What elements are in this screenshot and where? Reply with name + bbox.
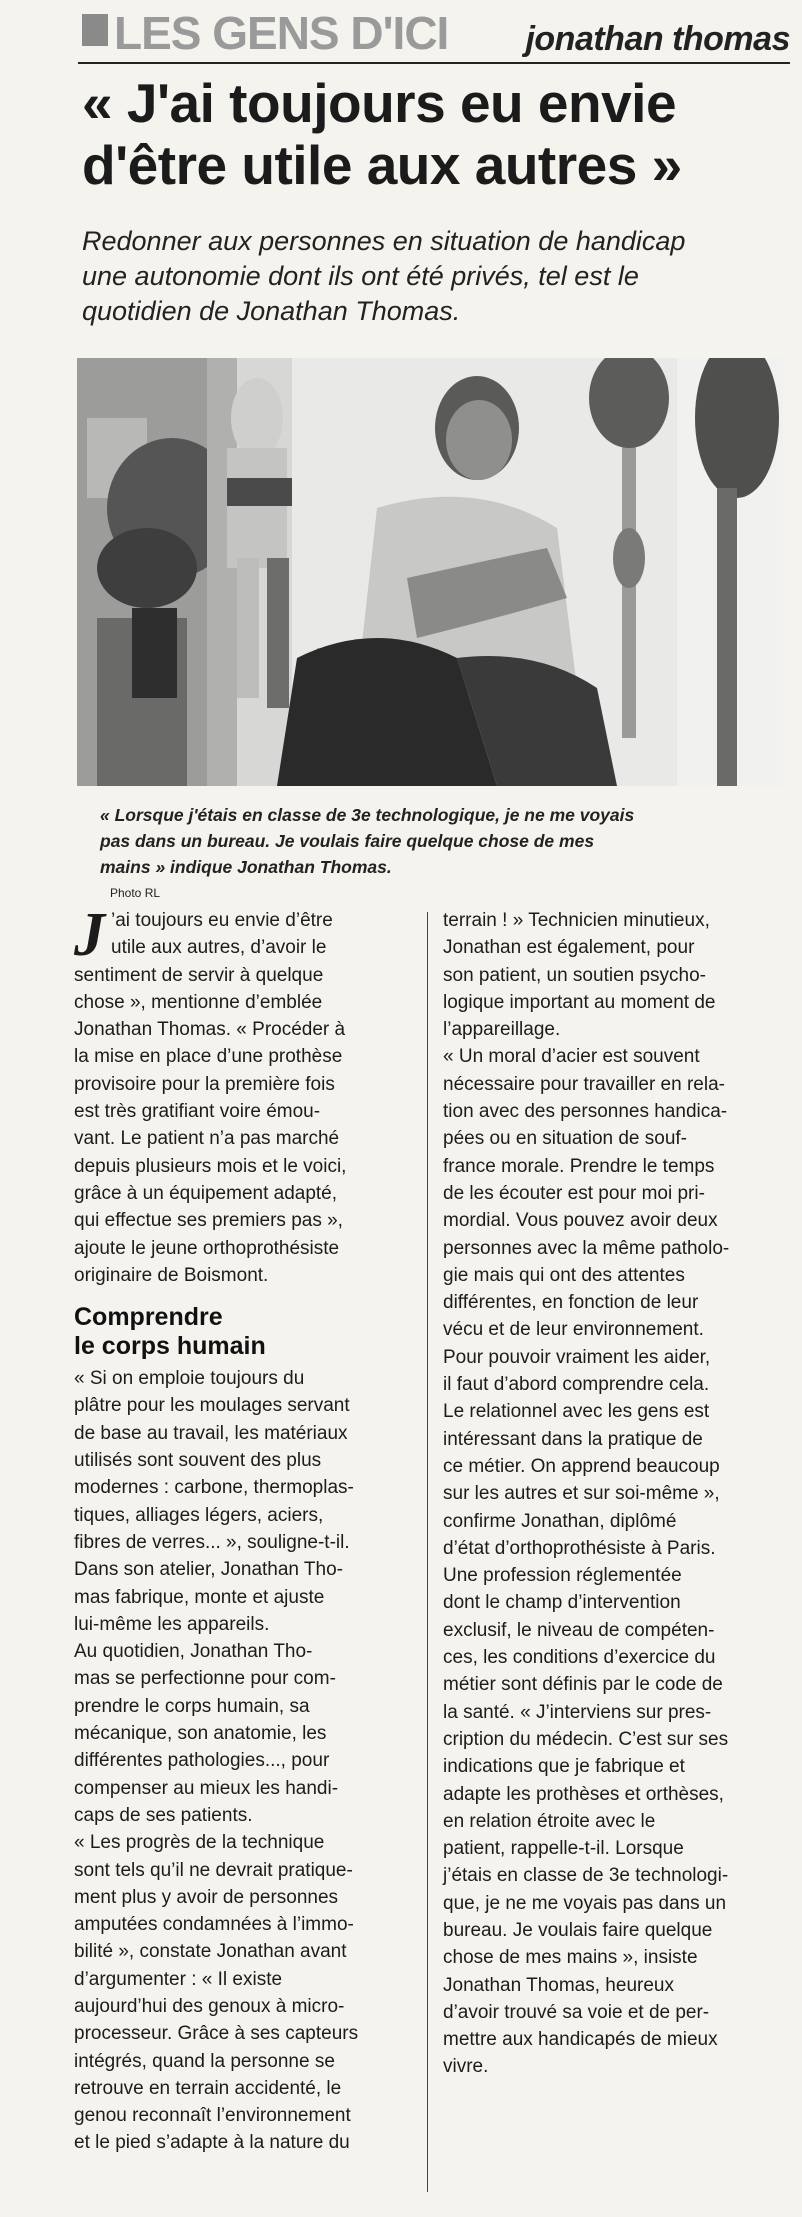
text-line: différentes, en fonction de leur bbox=[443, 1292, 699, 1314]
text-line: tion avec des personnes handica- bbox=[443, 1101, 728, 1123]
text-line: Au quotidien, Jonathan Tho- bbox=[74, 1641, 313, 1663]
text-line: différentes pathologies..., pour bbox=[74, 1750, 330, 1772]
text-line: son patient, un soutien psycho- bbox=[443, 964, 707, 986]
headline-line: « J'ai toujours eu envie bbox=[82, 72, 677, 134]
text-line: fibres de verres... », souligne-t-il. bbox=[74, 1531, 350, 1553]
text-line: cription du médecin. C’est sur ses bbox=[443, 1728, 729, 1750]
body-paragraph bbox=[74, 1638, 402, 1829]
text-line: intégrés, quand la personne se bbox=[74, 2050, 335, 2072]
text-line: Jonathan est également, pour bbox=[443, 937, 695, 959]
text-line: « Si on emploie toujours du bbox=[74, 1368, 305, 1390]
intro-paragraph bbox=[74, 901, 402, 1289]
text-line: grâce à un équipement adapté, bbox=[74, 1182, 338, 1204]
photo-caption bbox=[100, 802, 784, 906]
section-header bbox=[78, 6, 790, 64]
text-line: mécanique, son anatomie, les bbox=[74, 1723, 327, 1745]
text-line: dont le champ d’intervention bbox=[443, 1592, 681, 1614]
text-line: gie mais qui ont des attentes bbox=[443, 1264, 685, 1286]
text-line: Jonathan Thomas, heureux bbox=[443, 1974, 674, 1996]
text-line: personnes avec la même patholo- bbox=[443, 1237, 730, 1259]
section-name: LES GENS D'ICI bbox=[114, 7, 449, 59]
caption-line: pas dans un bureau. Je voulais faire quelque chose de mes bbox=[100, 831, 595, 851]
text-line: et le pied s’adapte à la nature du bbox=[74, 2132, 350, 2154]
text-line: bilité », constate Jonathan avant bbox=[74, 1941, 347, 1963]
text-line: « Un moral d’acier est souvent bbox=[443, 1046, 700, 1068]
text-line: exclusif, le niveau de compéten- bbox=[443, 1619, 715, 1641]
column-divider bbox=[427, 912, 428, 2192]
text-line: pées ou en situation de souf- bbox=[443, 1128, 688, 1150]
body-paragraph bbox=[443, 907, 783, 1043]
workshop-photo bbox=[77, 358, 783, 786]
text-line: Pour pouvoir vraiment les aider, bbox=[443, 1346, 711, 1368]
text-line: indications que je fabrique et bbox=[443, 1756, 685, 1778]
text-line: que, je ne me voyais pas dans un bbox=[443, 1892, 727, 1914]
text-line: utilisés sont souvent des plus bbox=[74, 1450, 322, 1472]
text-line: originaire de Boismont. bbox=[74, 1264, 269, 1286]
text-line: ces, les conditions d’exercice du bbox=[443, 1647, 716, 1669]
text-line: d’argumenter : « Il existe bbox=[74, 1968, 283, 1990]
text-line: mettre aux handicapés de mieux bbox=[443, 2029, 718, 2051]
text-line: de les écouter est pour moi pri- bbox=[443, 1182, 705, 1204]
body-paragraph bbox=[74, 1365, 402, 1638]
text-line: provisoire pour la première fois bbox=[74, 1073, 335, 1095]
text-line: utile aux autres, d’avoir le bbox=[111, 937, 327, 959]
subheading-line: Comprendre bbox=[74, 1303, 223, 1332]
text-line: modernes : carbone, thermoplas- bbox=[74, 1477, 354, 1499]
person-name: jonathan thomas bbox=[525, 20, 790, 58]
standfirst-line: une autonomie dont ils ont été privés, tel est le bbox=[82, 261, 639, 291]
text-line: aujourd’hui des genoux à micro- bbox=[74, 1995, 345, 2017]
article-column-left bbox=[74, 901, 402, 2157]
subheading-line: le corps humain bbox=[74, 1332, 266, 1361]
text-line: prendre le corps humain, sa bbox=[74, 1695, 310, 1717]
text-line: la santé. « J’interviens sur pres- bbox=[443, 1701, 712, 1723]
text-line: est très gratifiant voire émou- bbox=[74, 1101, 321, 1123]
text-line: amputées condamnées à l’immo- bbox=[74, 1914, 354, 1936]
text-line: ment plus y avoir de personnes bbox=[74, 1886, 339, 1908]
text-line: Le relationnel avec les gens est bbox=[443, 1401, 710, 1423]
text-line: caps de ses patients. bbox=[74, 1804, 253, 1826]
text-line: depuis plusieurs mois et le voici, bbox=[74, 1155, 347, 1177]
section-marker bbox=[82, 14, 108, 46]
text-line: en relation étroite avec le bbox=[443, 1810, 656, 1832]
text-line: ce métier. On apprend beaucoup bbox=[443, 1455, 720, 1477]
text-line: chose », mentionne d’emblée bbox=[74, 991, 323, 1013]
text-line: mas fabrique, monte et ajuste bbox=[74, 1586, 325, 1608]
standfirst bbox=[82, 224, 788, 329]
text-line: Jonathan Thomas. « Procéder à bbox=[74, 1019, 346, 1041]
text-line: genou reconnaît l’environnement bbox=[74, 2105, 351, 2127]
text-line: bureau. Je voulais faire quelque bbox=[443, 1919, 713, 1941]
text-line: ’ai toujours eu envie d’être bbox=[111, 910, 333, 931]
text-line: retrouve en terrain accidenté, le bbox=[74, 2077, 342, 2099]
text-line: france morale. Prendre le temps bbox=[443, 1155, 715, 1177]
standfirst-line: Redonner aux personnes en situation de handicap bbox=[82, 226, 686, 256]
text-line: l’appareillage. bbox=[443, 1019, 561, 1041]
text-line: Dans son atelier, Jonathan Tho- bbox=[74, 1559, 343, 1581]
text-line: Une profession réglementée bbox=[443, 1565, 682, 1587]
text-line: nécessaire pour travailler en rela- bbox=[443, 1073, 725, 1095]
body-paragraph bbox=[443, 1043, 783, 2080]
text-line: « Les progrès de la technique bbox=[74, 1832, 325, 1854]
text-line: de base au travail, les matériaux bbox=[74, 1422, 348, 1444]
headline-line: d'être utile aux autres » bbox=[82, 134, 682, 196]
text-line: la mise en place d’une prothèse bbox=[74, 1046, 343, 1068]
text-line: j’étais en classe de 3e technologi- bbox=[443, 1865, 729, 1887]
drop-cap: J bbox=[74, 901, 105, 969]
text-line: patient, rappelle-t-il. Lorsque bbox=[443, 1838, 684, 1860]
text-line: vécu et de leur environnement. bbox=[443, 1319, 704, 1341]
text-line: vivre. bbox=[443, 2056, 489, 2078]
text-line: d’avoir trouvé sa voie et de per- bbox=[443, 2001, 710, 2023]
text-line: logique important au moment de bbox=[443, 991, 716, 1013]
text-line: compenser au mieux les handi- bbox=[74, 1777, 339, 1799]
article-photo bbox=[77, 358, 783, 786]
text-line: métier sont définis par le code de bbox=[443, 1674, 723, 1696]
text-line: mordial. Vous pouvez avoir deux bbox=[443, 1210, 718, 1232]
text-line: lui-même les appareils. bbox=[74, 1613, 270, 1635]
caption-line bbox=[100, 854, 784, 906]
text-line: adapte les prothèses et orthèses, bbox=[443, 1783, 724, 1805]
text-line: il faut d’abord comprendre cela. bbox=[443, 1374, 710, 1396]
caption-line: « Lorsque j'étais en classe de 3e technologique, je ne me voyais bbox=[100, 805, 635, 825]
body-paragraph bbox=[74, 1829, 402, 2157]
text-line: d’état d’orthoprothésiste à Paris. bbox=[443, 1537, 716, 1559]
standfirst-line: quotidien de Jonathan Thomas. bbox=[82, 296, 461, 326]
text-line: mas se perfectionne pour com- bbox=[74, 1668, 336, 1690]
text-line: sur les autres et sur soi-même », bbox=[443, 1483, 720, 1505]
text-line: plâtre pour les moulages servant bbox=[74, 1395, 350, 1417]
text-line: intéressant dans la pratique de bbox=[443, 1428, 703, 1450]
text-line: sentiment de servir à quelque bbox=[74, 964, 324, 986]
text-line: vant. Le patient n’a pas marché bbox=[74, 1128, 340, 1150]
text-line: chose de mes mains », insiste bbox=[443, 1947, 698, 1969]
text-line: sont tels qu’il ne devrait pratique- bbox=[74, 1859, 353, 1881]
text-line: ajoute le jeune orthoprothésiste bbox=[74, 1237, 340, 1259]
headline bbox=[82, 72, 788, 196]
text-line: qui effectue ses premiers pas », bbox=[74, 1210, 343, 1232]
photo-credit: Photo RL bbox=[110, 886, 161, 900]
caption-line-text: mains » indique Jonathan Thomas. bbox=[100, 857, 392, 877]
text-line: processeur. Grâce à ses capteurs bbox=[74, 2023, 359, 2045]
text-line: tiques, alliages légers, aciers, bbox=[74, 1504, 324, 1526]
subheading bbox=[74, 1303, 402, 1361]
text-line: confirme Jonathan, diplômé bbox=[443, 1510, 677, 1532]
text-line: terrain ! » Technicien minutieux, bbox=[443, 910, 710, 931]
article-column-right bbox=[443, 907, 783, 2081]
